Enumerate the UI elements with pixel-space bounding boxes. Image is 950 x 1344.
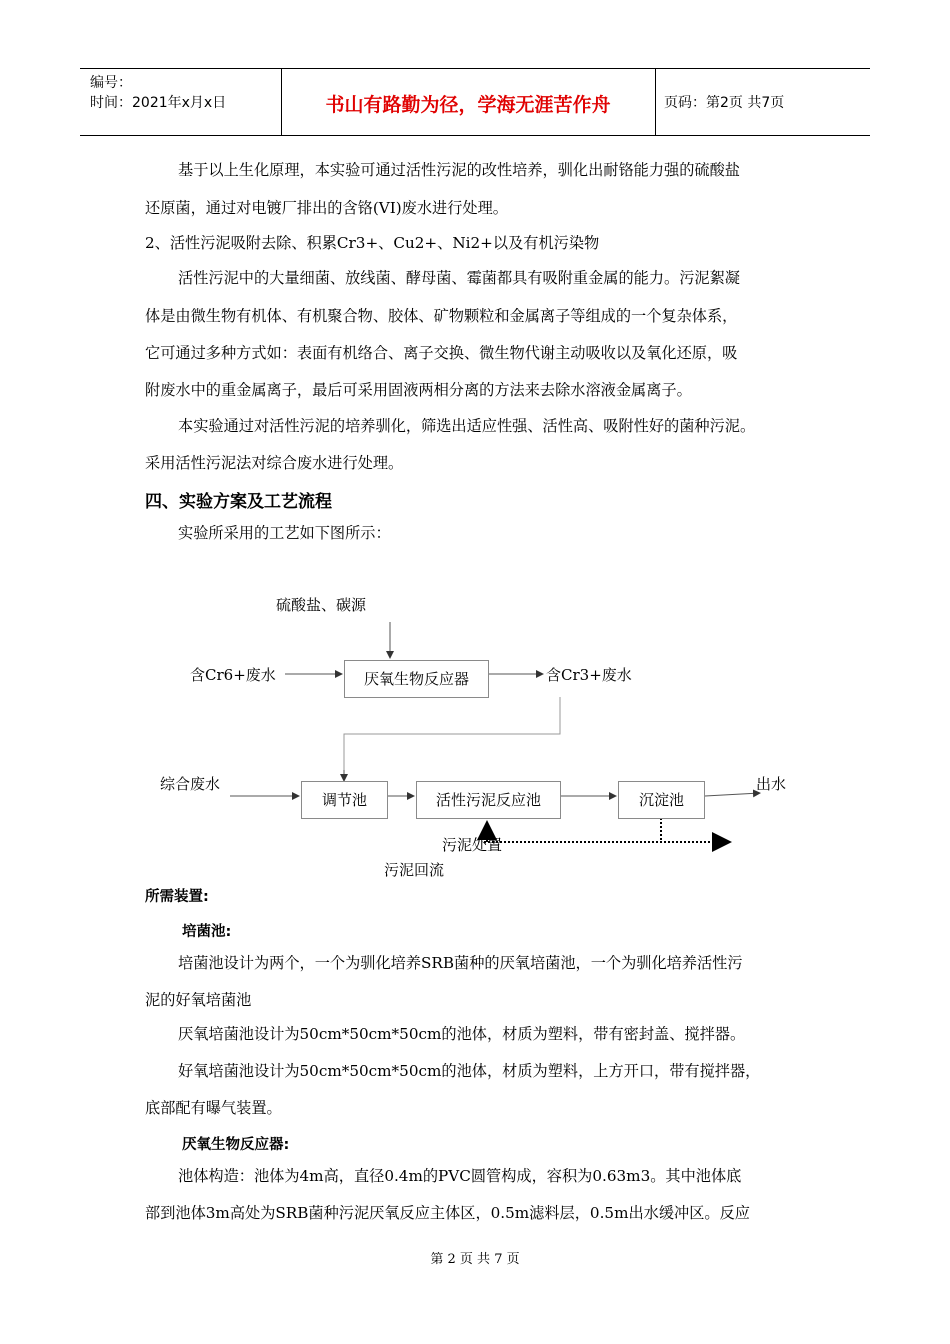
- label-sludge-return: 污泥回流: [384, 861, 445, 879]
- reactor-paragraph-line-2: 部到池体3m高处为SRB菌种污泥厌氧反应主体区，0.5m滤料层，0.5m出水缓冲区。反应: [145, 1204, 750, 1222]
- paragraph-1-line-2: 还原菌，通过对电镀厂排出的含铬(VI)废水进行处理。: [145, 199, 508, 217]
- section-4-heading: 四、实验方案及工艺流程: [145, 492, 332, 512]
- label-sludge-disposal: 污泥处置: [442, 836, 503, 854]
- box-regulating-tank-label: 调节池: [321, 791, 367, 809]
- item-2-title: 2、活性污泥吸附去除、积累Cr3+、Cu2+、Ni2+以及有机污染物: [145, 234, 600, 252]
- label-sulfate-carbon: 硫酸盐、碳源: [276, 596, 367, 614]
- reactor-heading: 厌氧生物反应器:: [182, 1137, 290, 1153]
- box-activated-sludge-tank-label: 活性污泥反应池: [435, 791, 541, 809]
- label-cr6-wastewater: 含Cr6+废水: [190, 666, 276, 684]
- box-anaerobic-reactor: [344, 660, 489, 698]
- box-anaerobic-reactor-label: 厌氧生物反应器: [363, 670, 469, 688]
- culture-paragraph-2: 厌氧培菌池设计为50cm*50cm*50cm的池体，材质为塑料，带有密封盖、搅拌器。: [178, 1025, 746, 1043]
- culture-tank-heading: 培菌池:: [182, 924, 232, 940]
- culture-paragraph-1-line-1: 培菌池设计为两个，一个为驯化培养SRB菌种的厌氧培菌池，一个为驯化培养活性污: [178, 954, 743, 972]
- label-effluent: 出水: [756, 775, 787, 793]
- paragraph-3-line-1: 本实验通过对活性污泥的培养驯化，筛选出适应性强、活性高、吸附性好的菌种污泥。: [178, 417, 756, 435]
- paragraph-2-line-4: 附废水中的重金属离子，最后可采用固液两相分离的方法来去除水溶液金属离子。: [145, 381, 692, 399]
- paragraph-1-line-1: 基于以上生化原理，本实验可通过活性污泥的改性培养，驯化出耐铬能力强的硫酸盐: [178, 161, 740, 179]
- header-motto: 书山有路勤为径，学海无涯苦作舟: [325, 94, 611, 116]
- connector-cr3-to-regulating: [344, 697, 560, 779]
- box-settling-tank-label: 沉淀池: [638, 791, 684, 809]
- box-settling-tank: [618, 781, 705, 819]
- page-footer: 第 2 页 共 7 页: [430, 1252, 520, 1267]
- document-time-label: 时间：2021年x月x日: [90, 95, 227, 111]
- paragraph-3-line-2: 采用活性污泥法对综合废水进行处理。: [145, 454, 404, 472]
- culture-paragraph-1-line-2: 泥的好氧培菌池: [145, 991, 252, 1009]
- reactor-paragraph-line-1: 池体构造：池体为4m高，直径0.4m的PVC圆管构成，容积为0.63m3。其中池体底: [178, 1167, 742, 1185]
- label-mixed-wastewater: 综合废水: [160, 775, 221, 793]
- paragraph-2-line-1: 活性污泥中的大量细菌、放线菌、酵母菌、霉菌都具有吸附重金属的能力。污泥絮凝: [178, 269, 740, 287]
- paragraph-2-line-2: 体是由微生物有机体、有机聚合物、胶体、矿物颗粒和金属离子等组成的一个复杂体系，: [145, 307, 738, 325]
- process-intro: 实验所采用的工艺如下图所示：: [178, 524, 391, 542]
- culture-paragraph-3-line-2: 底部配有曝气装置。: [145, 1099, 282, 1117]
- box-regulating-tank: [301, 781, 388, 819]
- document-number-label: 编号：: [90, 75, 132, 91]
- label-cr3-wastewater: 含Cr3+废水: [546, 666, 632, 684]
- arrow-settling-to-effluent: [705, 793, 760, 796]
- paragraph-2-line-3: 它可通过多种方式如：表面有机络合、离子交换、微生物代谢主动吸收以及氧化还原，吸: [145, 344, 738, 362]
- equipment-heading: 所需装置:: [145, 889, 209, 905]
- culture-paragraph-3-line-1: 好氧培菌池设计为50cm*50cm*50cm的池体，材质为塑料，上方开口，带有搅拌器，: [178, 1062, 761, 1080]
- header-page-info: 页码：第2页 共7页: [664, 95, 785, 111]
- box-activated-sludge-tank: [416, 781, 561, 819]
